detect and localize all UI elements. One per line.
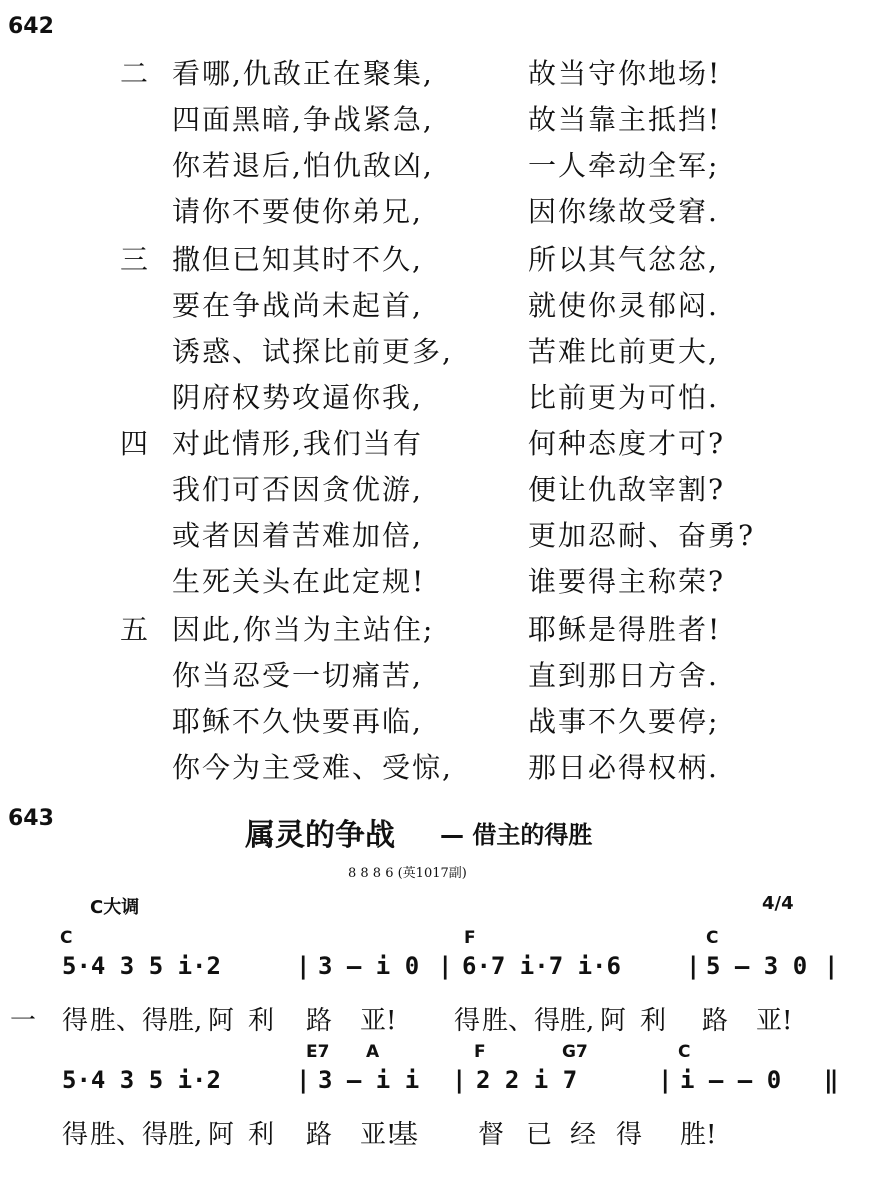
notation-segment: i – – 0: [680, 1066, 782, 1094]
line-first-half: 诱惑、试探比前更多,: [172, 335, 453, 368]
line-second-half: 苦难比前更大,: [528, 335, 719, 368]
key-signature: C大调: [90, 897, 140, 918]
stanza-number: 二: [120, 57, 149, 90]
lyric-lead: 一: [10, 1006, 37, 1036]
final-barline: ‖: [824, 1066, 839, 1094]
line-second-half: 所以其气忿忿,: [528, 243, 719, 276]
line-second-half: 那日必得权柄.: [528, 751, 719, 784]
line-second-half: 故当靠主抵挡!: [528, 103, 722, 136]
line-first-half: 阴府权势攻逼你我,: [172, 381, 423, 414]
line-first-half: 我们可否因贪优游,: [172, 473, 423, 506]
stanza-number: 三: [120, 243, 149, 276]
lyric-syllable: 已: [526, 1120, 553, 1150]
lyric-syllable: 胜,: [560, 1006, 595, 1036]
lyric-syllable: 利: [248, 1120, 275, 1150]
stanza-line: [0, 238, 885, 282]
line-second-half: 一人牵动全军;: [528, 149, 720, 182]
lyric-syllable: 亚!: [360, 1006, 397, 1036]
lyric-syllable: 利: [248, 1006, 275, 1036]
barline: |: [658, 1066, 673, 1094]
notation-segment: 3 – i i: [318, 1066, 420, 1094]
stanza-number: 四: [120, 427, 149, 460]
notation-segment: 6·7 i·7 i·6: [462, 952, 621, 980]
lyric-syllable: 胜,: [168, 1006, 203, 1036]
hymn-title: 属灵的争战: [245, 818, 395, 853]
stanza-line: [0, 422, 885, 466]
line-first-half: 四面黑暗,争战紧急,: [172, 103, 434, 136]
hymn-number-642: 642: [8, 14, 54, 39]
lyric-syllable: 路: [306, 1120, 333, 1150]
stanza-line: [0, 190, 885, 234]
line-first-half: 你今为主受难、受惊,: [172, 751, 453, 784]
lyric-syllable: 阿: [208, 1006, 235, 1036]
stanza-line: [0, 700, 885, 744]
lyric-syllable: 得: [454, 1006, 481, 1036]
line-second-half: 战事不久要停;: [528, 705, 720, 738]
chord: G7: [562, 1042, 588, 1062]
stanza-number: 五: [120, 613, 149, 646]
meter-line: 8 8 8 6 (英1017副): [348, 866, 467, 881]
chord: A: [366, 1042, 380, 1062]
notation-segment: 5·4 3 5 i·2: [62, 952, 221, 980]
lyric-syllable: 得: [62, 1120, 89, 1150]
lyric-syllable: 得: [616, 1120, 643, 1150]
barline: |: [296, 1066, 311, 1094]
line-second-half: 故当守你地场!: [528, 57, 722, 90]
lyric-syllable: 胜!: [680, 1120, 717, 1150]
barline: |: [296, 952, 311, 980]
barline: |: [686, 952, 701, 980]
stanza-line: [0, 560, 885, 604]
line-first-half: 请你不要使你弟兄,: [172, 195, 423, 228]
barline: |: [824, 952, 839, 980]
chord: F: [464, 928, 476, 948]
stanza-line: [0, 654, 885, 698]
stanza-line: [0, 284, 885, 328]
hymn-number-643: 643: [8, 806, 54, 831]
barline: |: [438, 952, 453, 980]
stanza-line: [0, 144, 885, 188]
line-second-half: 就使你灵郁闷.: [528, 289, 719, 322]
line-first-half: 对此情形,我们当有: [172, 427, 423, 460]
time-signature: 4/4: [762, 893, 794, 914]
stanza-line: [0, 468, 885, 512]
lyric-syllable: 亚!: [360, 1120, 397, 1150]
chord: C: [706, 928, 719, 948]
line-first-half: 撒但已知其时不久,: [172, 243, 423, 276]
notation-segment: 5 – 3 0: [706, 952, 808, 980]
line-first-half: 你若退后,怕仇敌凶,: [172, 149, 434, 182]
line-first-half: 要在争战尚未起首,: [172, 289, 423, 322]
stanza-line: [0, 746, 885, 790]
line-first-half: 看哪,仇敌正在聚集,: [172, 57, 434, 90]
lyric-syllable: 得: [142, 1120, 169, 1150]
line-second-half: 直到那日方舍.: [528, 659, 719, 692]
line-second-half: 谁要得主称荣?: [528, 565, 726, 598]
lyric-syllable: 得: [142, 1006, 169, 1036]
stanza-line: [0, 376, 885, 420]
lyric-syllable: 督: [478, 1120, 505, 1150]
lyric-syllable: 路: [702, 1006, 729, 1036]
lyric-syllable: 胜、: [482, 1006, 535, 1036]
lyric-syllable: 利: [640, 1006, 667, 1036]
lyric-syllable: 阿: [600, 1006, 627, 1036]
chord: C: [60, 928, 73, 948]
line-second-half: 比前更为可怕.: [528, 381, 719, 414]
line-second-half: 何种态度才可?: [528, 427, 726, 460]
line-second-half: 便让仇敌宰割?: [528, 473, 726, 506]
line-first-half: 或者因着苦难加倍,: [172, 519, 423, 552]
line-first-half: 你当忍受一切痛苦,: [172, 659, 423, 692]
lyric-syllable: 得: [62, 1006, 89, 1036]
stanza-line: [0, 330, 885, 374]
notation-segment: 3 – i 0: [318, 952, 420, 980]
line-first-half: 耶稣不久快要再临,: [172, 705, 423, 738]
line-second-half: 耶稣是得胜者!: [528, 613, 722, 646]
lyric-syllable: 基: [392, 1120, 419, 1150]
lyric-syllable: 胜、: [90, 1120, 143, 1150]
lyric-syllable: 得: [534, 1006, 561, 1036]
chord: F: [474, 1042, 486, 1062]
barline: |: [452, 1066, 467, 1094]
hymn-subtitle: — 借主的得胜: [440, 821, 593, 849]
lyric-syllable: 阿: [208, 1120, 235, 1150]
lyric-syllable: 亚!: [756, 1006, 793, 1036]
stanza-line: [0, 98, 885, 142]
lyric-syllable: 胜、: [90, 1006, 143, 1036]
line-first-half: 生死关头在此定规!: [172, 565, 426, 598]
stanza-line: [0, 608, 885, 652]
stanza-line: [0, 52, 885, 96]
chord: E7: [306, 1042, 330, 1062]
line-second-half: 更加忍耐、奋勇?: [528, 519, 756, 552]
lyric-syllable: 经: [570, 1120, 597, 1150]
lyric-syllable: 路: [306, 1006, 333, 1036]
notation-segment: 2 2 i 7: [476, 1066, 578, 1094]
stanza-line: [0, 514, 885, 558]
lyric-syllable: 胜,: [168, 1120, 203, 1150]
line-second-half: 因你缘故受窘.: [528, 195, 719, 228]
line-first-half: 因此,你当为主站住;: [172, 613, 435, 646]
notation-segment: 5·4 3 5 i·2: [62, 1066, 221, 1094]
chord: C: [678, 1042, 691, 1062]
